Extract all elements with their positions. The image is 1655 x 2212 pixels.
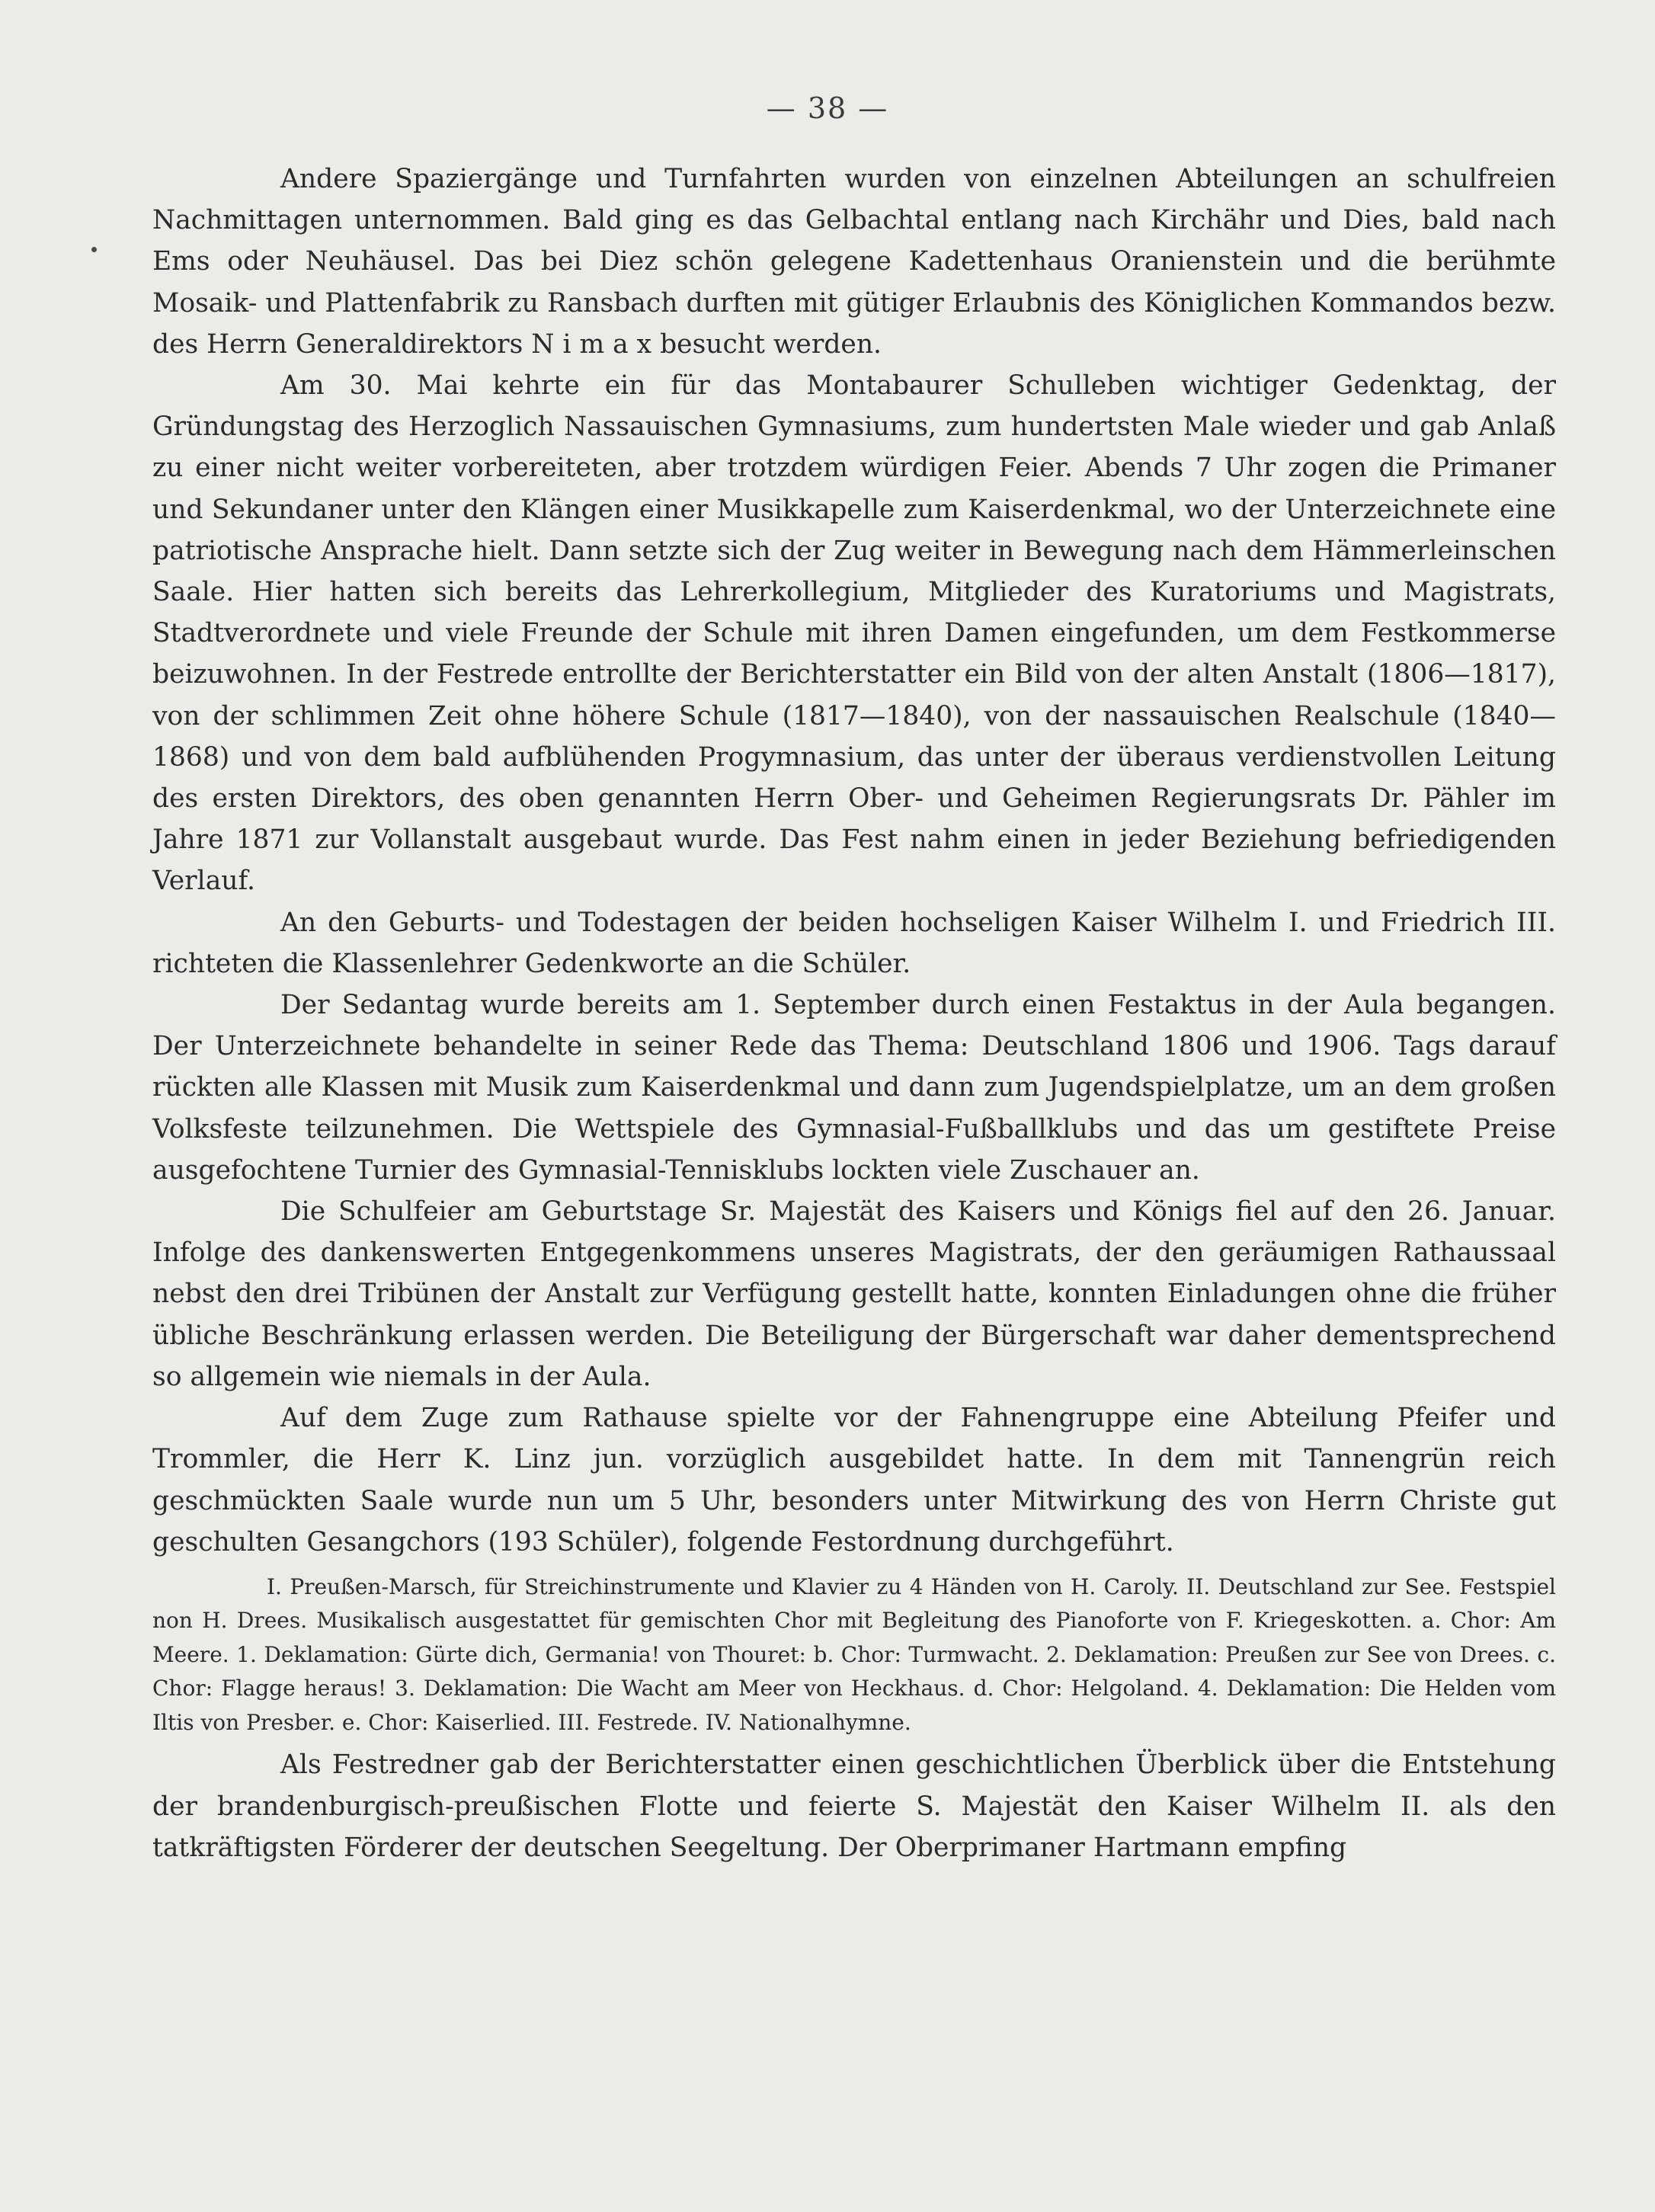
paragraph-emperor-days: An den Geburts- und Todestagen der beiden hochseligen Kaiser Wilhelm I. und Friedrich III. richteten die Klassenlehrer Gedenkworte an die Schüler. [152, 907, 1556, 979]
festival-program: I. Preußen-Marsch, für Streichinstrumente und Klavier zu 4 Händen von H. Caroly. II. Deutschland zur See. Festspiel non H. Drees. Musikalisch ausgestattet für gemischten Chor mit Begleitung des Pianoforte von F. Kriegeskotten. a. Chor: Am Meere. 1. Deklamation: Gürte dich, Germania! von Thouret: b. Chor: Turmwacht. 2. Deklamation: Preußen zur See von Drees. c. Chor: Flagge heraus! 3. Deklamation: Die Wacht am Meer von Heckhaus. d. Chor: Helgoland. 4. Deklamation: Die Helden vom Iltis von Presber. e. Chor: Kaiserlied. III. Festrede. IV. Nationalhymne. [152, 1573, 1556, 1735]
paragraph-excursions: Andere Spaziergänge und Turnfahrten wurden von einzelnen Abteilungen an schulfreien Nachmittagen unternommen. Bald ging es das Gelbachtal entlang nach Kirchähr und Dies, bald nach Ems oder Neuhäusel. Das bei Diez schön gelegene Kadettenhaus Oranienstein und die berühmte Mosaik- und Plattenfabrik zu Ransbach durften mit gütiger Erlaubnis des Königlichen Kommandos bezw. des Herrn Generaldirektors N i m a x besucht werden. [152, 164, 1556, 360]
paragraph-procession: Auf dem Zuge zum Rathause spielte vor der Fahnengruppe eine Abteilung Pfeifer und Trommler, die Herr K. Linz jun. vorzüglich ausgebildet hatte. In dem mit Tannengrün reich geschmückten Saale wurde nun um 5 Uhr, besonders unter Mitwirkung des von Herrn Christe gut geschulten Gesangchors (193 Schüler), folgende Festordnung durchgeführt. [152, 1403, 1556, 1557]
paragraph-sedan-day: Der Sedantag wurde bereits am 1. September durch einen Festaktus in der Aula begangen. Der Unterzeichnete behandelte in seiner Rede das Thema: Deutschland 1806 und 1906. Tags darauf rückten alle Klassen mit Musik zum Kaiserdenkmal und dann zum Jugendspielplatze, um an dem großen Volksfeste teilzunehmen. Die Wettspiele des Gymnasial-Fußballklubs und das um gestiftete Preise ausgefochtene Turnier des Gymnasial-Tennisklubs lockten viele Zuschauer an. [152, 990, 1556, 1186]
paragraph-festive-speech: Als Festredner gab der Berichterstatter einen geschichtlichen Überblick über die Entstehung der brandenburgisch-preußischen Flotte und feierte S. Majestät den Kaiser Wilhelm II. als den tatkräftigsten Förderer der deutschen Seegeltung. Der Oberprimaner Hartmann empfing [152, 1749, 1556, 1863]
page-number: — 38 — [766, 91, 889, 125]
paragraph-anniversary: Am 30. Mai kehrte ein für das Montabaurer Schulleben wichtiger Gedenktag, der Gründungstag des Herzoglich Nassauischen Gymnasiums, zum hundertsten Male wieder und gab Anlaß zu einer nicht weiter vorbereiteten, aber trotzdem würdigen Feier. Abends 7 Uhr zogen die Primaner und Sekundaner unter den Klängen einer Musikkapelle zum Kaiserdenkmal, wo der Unterzeichnete eine patriotische Ansprache hielt. Dann setzte sich der Zug weiter in Bewegung nach dem Hämmerleinschen Saale. Hier hatten sich bereits das Lehrerkollegium, Mitglieder des Kuratoriums und Magistrats, Stadtverordnete und viele Freunde der Schule mit ihren Damen eingefunden, um dem Festkommerse beizuwohnen. In der Festrede entrollte der Berichterstatter ein Bild von der alten Anstalt (1806—1817), von der schlimmen Zeit ohne höhere Schule (1817—1840), von der nassauischen Realschule (1840—1868) und von dem bald aufblühenden Progymnasium, das unter der überaus verdienstvollen Leitung des ersten Direktors, des oben genannten Herrn Ober- und Geheimen Regierungsrats Dr. Pähler im Jahre 1871 zur Vollanstalt ausgebaut wurde. Das Fest nahm einen in jeder Beziehung befriedigenden Verlauf. [152, 370, 1556, 897]
ink-speck [91, 247, 97, 252]
paragraph-birthday-celebration: Die Schulfeier am Geburtstage Sr. Majestät des Kaisers und Königs fiel auf den 26. Januar. Infolge des dankenswerten Entgegenkommens unseres Magistrats, der den geräumigen Rathaussaal nebst den drei Tribünen der Anstalt zur Verfügung gestellt hatte, konnten Einladungen ohne die früher übliche Beschränkung erlassen werden. Die Beteiligung der Bürgerschaft war daher dementsprechend so allgemein wie niemals in der Aula. [152, 1196, 1556, 1392]
body-text [152, 158, 1556, 1868]
